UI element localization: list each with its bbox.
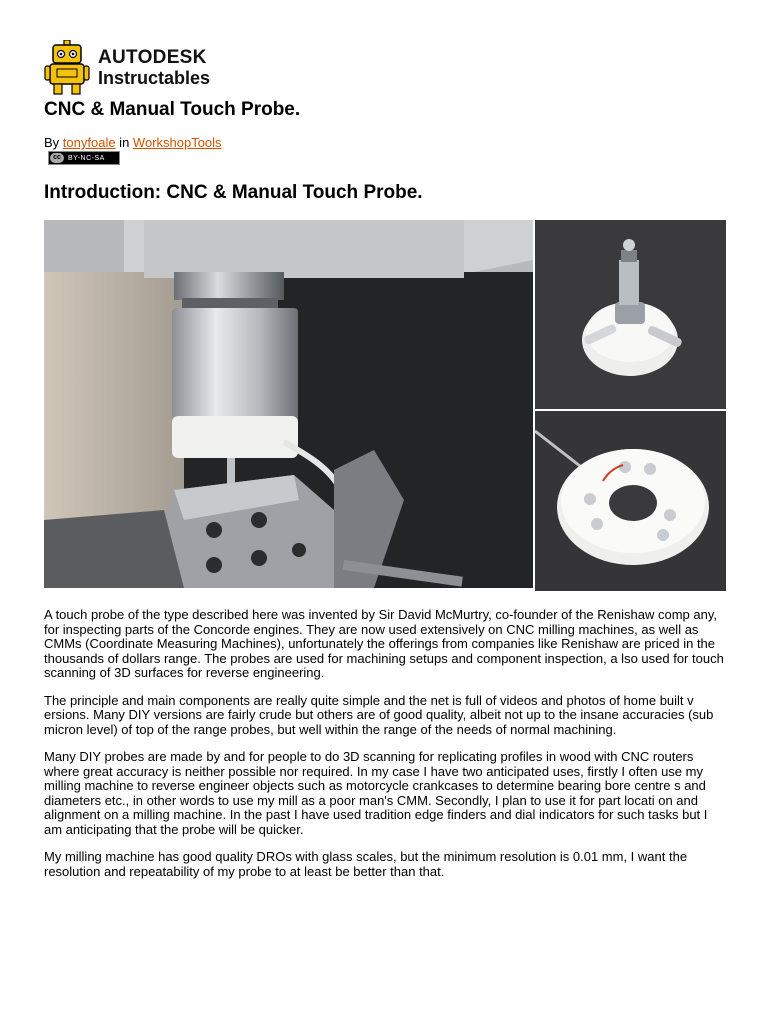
- byline-by: By: [44, 135, 63, 150]
- main-photo-probe-on-mill[interactable]: [44, 220, 533, 588]
- author-link[interactable]: tonyfoale: [62, 135, 116, 150]
- paragraph-2: The principle and main components are really quite simple and the net is full of videos and photos of home built v ersions. Many DIY versions are fairly crude but others are of good quality, albeit not up to the insane accuracies (sub micron level) of top of the range probes, but well within the range of the needs of normal machining.: [44, 692, 714, 737]
- cc-mark: cc: [50, 153, 64, 163]
- byline-in: in: [115, 135, 133, 150]
- photo-probe-top-view[interactable]: [535, 220, 726, 409]
- intro-heading: Introduction: CNC & Manual Touch Probe.: [44, 182, 423, 203]
- brand-line-instructables: Instructables: [98, 68, 211, 88]
- cc-terms: BY-NC-SA: [68, 154, 105, 162]
- creative-commons-icon[interactable]: [48, 151, 120, 165]
- page-title: CNC & Manual Touch Probe.: [44, 99, 301, 120]
- category-link[interactable]: WorkshopTools: [132, 135, 222, 150]
- site-logo[interactable]: [44, 40, 728, 98]
- page: [44, 40, 728, 879]
- byline: [44, 135, 222, 150]
- paragraph-3: Many DIY probes are made by and for people to do 3D scanning for replicating profiles in wood with CNC routers where great accuracy is neither possible nor required. In my case I have two anticipated uses, firstly I often use my milling machine to reverse engineer objects such as motorcycle crankcases to determine bearing bore centre s and diameters etc., in other words to use my mill as a poor man's CMM. Secondly, I plan to use it for part locati on and alignment on a milling machine. In the past I have used tradition edge finders and dial indicators for such tasks but I am anticipating that the probe will be quicker.: [44, 749, 708, 837]
- paragraph-1: A touch probe of the type described here was invented by Sir David McMurtry, co-founder of the Renishaw comp any, for inspecting parts of the Concorde engines. They are now used extensively on CNC milling machines, as well as CMMs (Coordinate Measuring Machines), unfortunately the offerings from companies like Renishaw are priced in the thousands of dollars range. The probes are used for machining setups and component inspection, a lso used for touch scanning of 3D surfaces for reverse engineering.: [44, 607, 724, 680]
- article-body: [44, 608, 728, 892]
- brand-wordmark: [98, 48, 210, 87]
- instructables-robot-icon: [44, 40, 90, 96]
- photo-probe-bearing-plate[interactable]: [535, 411, 726, 591]
- photo-gallery: [44, 220, 728, 592]
- brand-line-autodesk: AUTODESK: [98, 47, 207, 68]
- paragraph-4: My milling machine has good quality DROs with glass scales, but the minimum resolution is 0.01 mm, I want the resolution and repeatability of my probe to at least be better than that.: [44, 849, 688, 879]
